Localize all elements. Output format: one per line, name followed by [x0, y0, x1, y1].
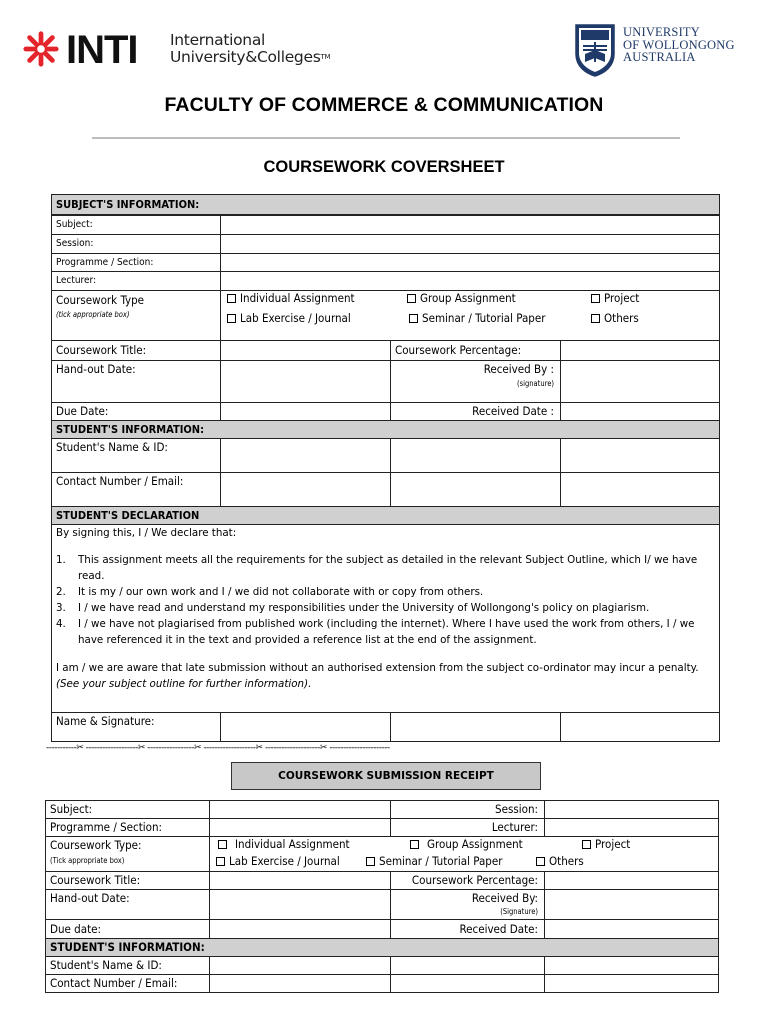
handout-date-label: Hand-out Date: [51, 360, 221, 403]
due-date-field[interactable] [220, 402, 391, 421]
declaration-item: 4. I / we have not plagiarised from published work (including the internet). Where I have used the work from others, I / we have referenced it in the text and provided a reference list at the end of the assignment. [56, 618, 695, 646]
inti-logo [22, 28, 331, 74]
receipt-option-lab[interactable]: Lab Exercise / Journal [216, 854, 340, 869]
option-others[interactable]: Others [591, 311, 639, 326]
divider [92, 137, 680, 139]
receipt-contact-field[interactable] [209, 974, 391, 993]
receipt-session-label: Session: [390, 800, 545, 819]
uow-logo [573, 22, 753, 80]
tick-note: (tick appropriate box) [56, 310, 130, 319]
declaration-heading: STUDENT'S DECLARATION [51, 506, 720, 525]
receipt-signature-note: (Signature) [500, 907, 538, 916]
coursework-type-cell [51, 290, 221, 341]
uow-crest-icon [573, 22, 617, 78]
checkbox-icon[interactable] [410, 840, 419, 849]
coursework-percentage-field[interactable] [560, 340, 720, 361]
receipt-received-by-label: Received By: [471, 891, 538, 905]
uow-name: UNIVERSITY OF WOLLONGONG AUSTRALIA [623, 25, 735, 64]
receipt-contact-label: Contact Number / Email: [45, 974, 210, 993]
receipt-name-field-2[interactable] [390, 956, 545, 975]
receipt-student-heading: STUDENT'S INFORMATION: [45, 938, 719, 957]
receipt-option-others[interactable]: Others [536, 854, 584, 869]
lecturer-label: Lecturer: [51, 271, 221, 291]
receipt-name-label: Student's Name & ID: [45, 956, 210, 975]
subject-field[interactable] [220, 215, 720, 235]
declaration-item: 3. I / we have read and understand my responsibilities under the University of Wollongong's policy on plagiarism. [56, 602, 650, 614]
coursework-type-options [220, 290, 720, 341]
inti-brand: INTI [66, 28, 138, 72]
inti-subtitle: International University&Colleges™ [170, 31, 331, 66]
received-date-field[interactable] [560, 402, 720, 421]
receipt-contact-field-2[interactable] [390, 974, 545, 993]
receipt-handout-label: Hand-out Date: [45, 889, 210, 920]
checkbox-icon[interactable] [591, 294, 600, 303]
name-signature-field-3[interactable] [560, 712, 720, 742]
checkbox-icon[interactable] [366, 857, 375, 866]
declaration-item: 2. It is my / our own work and I / we did not collaborate with or copy from others. [56, 586, 484, 598]
student-name-field-3[interactable] [560, 438, 720, 473]
option-project[interactable]: Project [591, 291, 639, 306]
received-by-field[interactable] [560, 360, 720, 403]
receipt-percentage-label: Coursework Percentage: [390, 871, 545, 890]
coursework-title-label: Coursework Title: [51, 340, 221, 361]
receipt-session-field[interactable] [544, 800, 719, 819]
option-individual[interactable]: Individual Assignment [227, 291, 355, 306]
cut-line: -----------✂ -------------------✂ -----------------✂ -------------------✂ --------------------✂ ---------------------- [46, 743, 390, 753]
contact-field[interactable] [220, 472, 391, 507]
checkbox-icon[interactable] [407, 294, 416, 303]
checkbox-icon[interactable] [536, 857, 545, 866]
receipt-tick-note: (Tick appropriate box) [50, 856, 125, 865]
receipt-name-field[interactable] [209, 956, 391, 975]
received-by-cell [390, 360, 561, 403]
checkbox-icon[interactable] [218, 840, 227, 849]
student-name-field-2[interactable] [390, 438, 561, 473]
page-title: COURSEWORK COVERSHEET [263, 158, 505, 176]
checkbox-icon[interactable] [591, 314, 600, 323]
handout-date-field[interactable] [220, 360, 391, 403]
checkbox-icon[interactable] [582, 840, 591, 849]
checkbox-icon[interactable] [216, 857, 225, 866]
coursework-type-label: Coursework Type [56, 293, 145, 307]
session-label: Session: [51, 234, 221, 254]
coursework-title-field[interactable] [220, 340, 391, 361]
received-by-label: Received By : [483, 362, 554, 376]
faculty-title: FACULTY OF COMMERCE & COMMUNICATION [164, 94, 604, 116]
receipt-heading: COURSEWORK SUBMISSION RECEIPT [231, 762, 541, 790]
receipt-received-by-field[interactable] [544, 889, 719, 920]
contact-field-2[interactable] [390, 472, 561, 507]
receipt-received-date-field[interactable] [544, 919, 719, 939]
programme-field[interactable] [220, 253, 720, 272]
student-name-field[interactable] [220, 438, 391, 473]
receipt-lecturer-field[interactable] [544, 818, 719, 837]
name-signature-field[interactable] [220, 712, 391, 742]
option-group[interactable]: Group Assignment [407, 291, 516, 306]
declaration-intro: By signing this, I / We declare that: [56, 527, 237, 539]
receipt-title-field[interactable] [209, 871, 391, 890]
receipt-due-date-label: Due date: [45, 919, 210, 939]
receipt-subject-field[interactable] [209, 800, 391, 819]
receipt-title-label: Coursework Title: [45, 871, 210, 890]
receipt-contact-field-3[interactable] [544, 974, 719, 993]
receipt-received-date-label: Received Date: [390, 919, 545, 939]
lecturer-field[interactable] [220, 271, 720, 291]
receipt-due-date-field[interactable] [209, 919, 391, 939]
receipt-subject-label: Subject: [45, 800, 210, 819]
option-lab[interactable]: Lab Exercise / Journal [227, 311, 351, 326]
contact-label: Contact Number / Email: [51, 472, 221, 507]
receipt-option-group[interactable]: Group Assignment [410, 837, 523, 852]
subject-label: Subject: [51, 215, 221, 235]
receipt-received-by-cell [390, 889, 545, 920]
receipt-option-individual[interactable]: Individual Assignment [218, 837, 350, 852]
see-outline-note: (See your subject outline for further information). [56, 678, 312, 690]
subject-info-heading: SUBJECT'S INFORMATION: [51, 194, 720, 215]
receipt-type-cell [45, 836, 210, 872]
student-name-label: Student's Name & ID: [51, 438, 221, 473]
receipt-option-seminar[interactable]: Seminar / Tutorial Paper [366, 854, 503, 869]
receipt-name-field-3[interactable] [544, 956, 719, 975]
checkbox-icon[interactable] [227, 314, 236, 323]
receipt-type-options [209, 836, 719, 872]
name-signature-label: Name & Signature: [51, 712, 221, 742]
receipt-type-label: Coursework Type: [50, 838, 142, 852]
receipt-programme-label: Programme / Section: [45, 818, 210, 837]
receipt-handout-field[interactable] [209, 889, 391, 920]
inti-star-icon [22, 30, 60, 68]
receipt-programme-field[interactable] [209, 818, 391, 837]
penalty-note: I am / we are aware that late submission without an authorised extension from the subject co-ordinator may incur a penalty. [56, 662, 699, 674]
checkbox-icon[interactable] [409, 314, 418, 323]
option-seminar[interactable]: Seminar / Tutorial Paper [409, 311, 546, 326]
coursework-percentage-label: Coursework Percentage: [390, 340, 561, 361]
contact-field-3[interactable] [560, 472, 720, 507]
name-signature-field-2[interactable] [390, 712, 561, 742]
declaration-body [51, 524, 720, 713]
checkbox-icon[interactable] [227, 294, 236, 303]
due-date-label: Due Date: [51, 402, 221, 421]
receipt-percentage-field[interactable] [544, 871, 719, 890]
receipt-lecturer-label: Lecturer: [390, 818, 545, 837]
student-info-heading: STUDENT'S INFORMATION: [51, 420, 720, 439]
receipt-option-project[interactable]: Project [582, 837, 630, 852]
declaration-item: 1. This assignment meets all the requirements for the subject as detailed in the relevant Subject Outline, which I/ we have read. [56, 554, 698, 582]
signature-note: (signature) [516, 379, 554, 388]
received-date-label: Received Date : [390, 402, 561, 421]
programme-label: Programme / Section: [51, 253, 221, 272]
session-field[interactable] [220, 234, 720, 254]
